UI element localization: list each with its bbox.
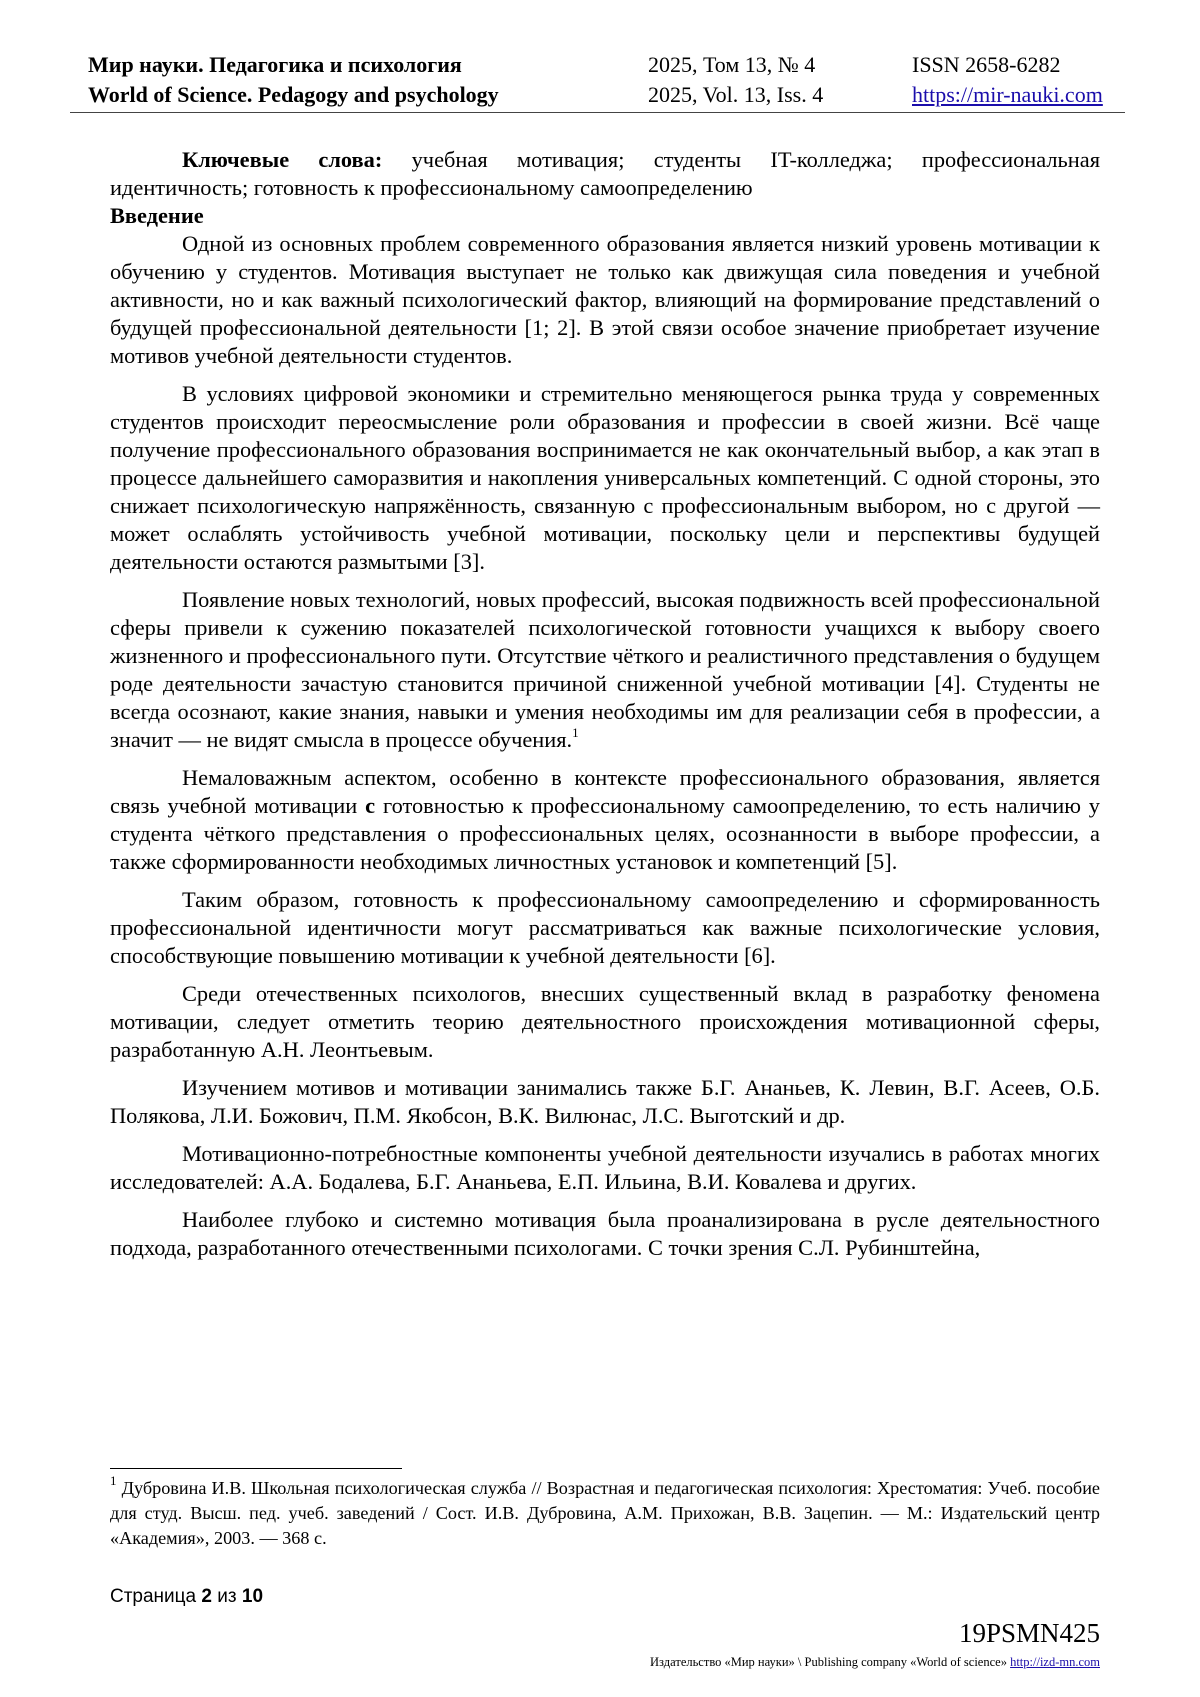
paragraph-3: [110, 586, 1100, 754]
journal-title-block: [88, 50, 499, 110]
page-sep: из: [217, 1586, 237, 1607]
keywords-label: Ключевые слова:: [182, 147, 383, 172]
footnote-text: Дубровина И.В. Школьная психологическая служба // Возрастная и педагогическая психология: Хрестоматия: Учеб. пособие для студ. Высш. пед. учеб. заведений / Сост. И.В. Дубровина, А.М. Прихожан, В.В. Зацепин. — М.: Издательский центр «Академия», 2003. — 368 с.: [110, 1478, 1100, 1548]
paragraph-3-text: Появление новых технологий, новых профессий, высокая подвижность всей профессиональной сферы привели к сужению показателей психологической готовности учащихся к выбору своего жизненного и профессионального пути. Отсутствие чёткого и реалистичного представления о будущем роде деятельности зачастую становится причиной сниженной учебной мотивации [4]. Студенты не всегда осознают, какие знания, навыки и умения необходимы им для реализации себя в профессии, а значит — не видят смысла в процессе обучения.: [110, 587, 1100, 752]
issue-block: [648, 50, 823, 110]
header-divider: [70, 112, 1125, 113]
page-total: 10: [241, 1586, 264, 1607]
paragraph-1: Одной из основных проблем современного образования является низкий уровень мотивации к обучению у студентов. Мотивация выступает не только как движущая сила поведения и учебной активности, но и как важный психологический фактор, влияющий на формирование представлений о будущей профессиональной деятельности [1; 2]. В этой связи особое значение приобретает изучение мотивов учебной деятельности студентов.: [110, 231, 1100, 368]
paragraph-4-bold-word: с: [365, 793, 376, 818]
footnote: [110, 1472, 1100, 1551]
issue-en: 2025, Vol. 13, Iss. 4: [648, 82, 824, 107]
paragraph-8: Мотивационно-потребностные компоненты учебной деятельности изучались в работах многих исследователей: А.А. Бодалева, Б.Г. Ананьева, Е.П. Ильина, В.И. Ковалева и других.: [110, 1141, 1100, 1194]
article-code: 19PSMN425: [958, 1618, 1100, 1648]
journal-title-en: World of Science. Pedagogy and psychology: [88, 82, 499, 107]
footnote-divider: [110, 1468, 402, 1469]
keywords: [110, 146, 1100, 202]
paragraph-4-text-a: Немаловажным аспектом, особенно в контексте профессионального образования, является связь учебной мотивации: [110, 765, 1100, 818]
paragraph-9: Наиболее глубоко и системно мотивация была проанализирована в русле деятельностного подхода, разработанного отечественными психологами. С точки зрения С.Л. Рубинштейна,: [110, 1207, 1100, 1260]
paragraph-2: В условиях цифровой экономики и стремительно меняющегося рынка труда у современных студентов происходит переосмысление роли образования и профессии в своей жизни. Всё чаще получение профессионального образования воспринимается не как окончательный выбор, а как этап в процессе дальнейшего саморазвития и накопления универсальных компетенций. С одной стороны, это снижает психологическую напряжённость, связанную с профессиональным выбором, но с другой — может ослаблять устойчивость учебной мотивации, поскольку цели и перспективы будущей деятельности остаются размытыми [3].: [110, 381, 1100, 574]
issn-block: [912, 50, 1103, 110]
paragraph-4-text-c: готовностью к профессиональному самоопределению, то есть наличию у студента чёткого представления о профессиональных целях, осознанности в выборе профессии, а также сформированности необходимых личностных установок и компетенций [5].: [110, 793, 1100, 874]
publisher-line: [650, 1655, 1100, 1670]
page-prefix: Страница: [110, 1586, 197, 1607]
paragraph-6: Среди отечественных психологов, внесших существенный вклад в разработку феномена мотивации, следует отметить теорию деятельностного происхождения мотивационной сферы, разработанную А.Н. Леонтьевым.: [110, 981, 1100, 1062]
page-number: [110, 1586, 263, 1608]
journal-title-ru: Мир науки. Педагогика и психология: [88, 52, 462, 77]
page-current: 2: [201, 1586, 212, 1607]
publisher-url-link[interactable]: http://izd-mn.com: [1010, 1655, 1100, 1669]
paragraph-5: Таким образом, готовность к профессиональному самоопределению и сформированность профессиональной идентичности могут рассматриваться как важные психологические условия, способствующие повышению мотивации к учебной деятельности [6].: [110, 887, 1100, 968]
publisher-text: Издательство «Мир науки» \ Publishing company «World of science»: [650, 1655, 1007, 1669]
paragraph-7: Изучением мотивов и мотивации занимались также Б.Г. Ананьев, К. Левин, В.Г. Асеев, О.Б. Полякова, Л.И. Божович, П.М. Якобсон, В.К. Вилюнас, Л.С. Выготский и др.: [110, 1075, 1100, 1128]
footnote-ref[interactable]: 1: [572, 724, 579, 740]
issue-ru: 2025, Том 13, № 4: [648, 52, 816, 77]
footnote-mark: 1: [110, 1472, 117, 1488]
section-heading: Введение: [110, 203, 204, 228]
keywords-text: учебная мотивация; студенты IT-колледжа; профессиональная идентичность; готовность к профессиональному самоопределению: [110, 147, 1100, 200]
running-header: [88, 50, 1123, 112]
issn: ISSN 2658-6282: [912, 52, 1061, 77]
journal-url-link[interactable]: https://mir-nauki.com: [912, 82, 1103, 107]
paragraph-4: [110, 764, 1100, 876]
article-body: [110, 146, 1100, 1262]
